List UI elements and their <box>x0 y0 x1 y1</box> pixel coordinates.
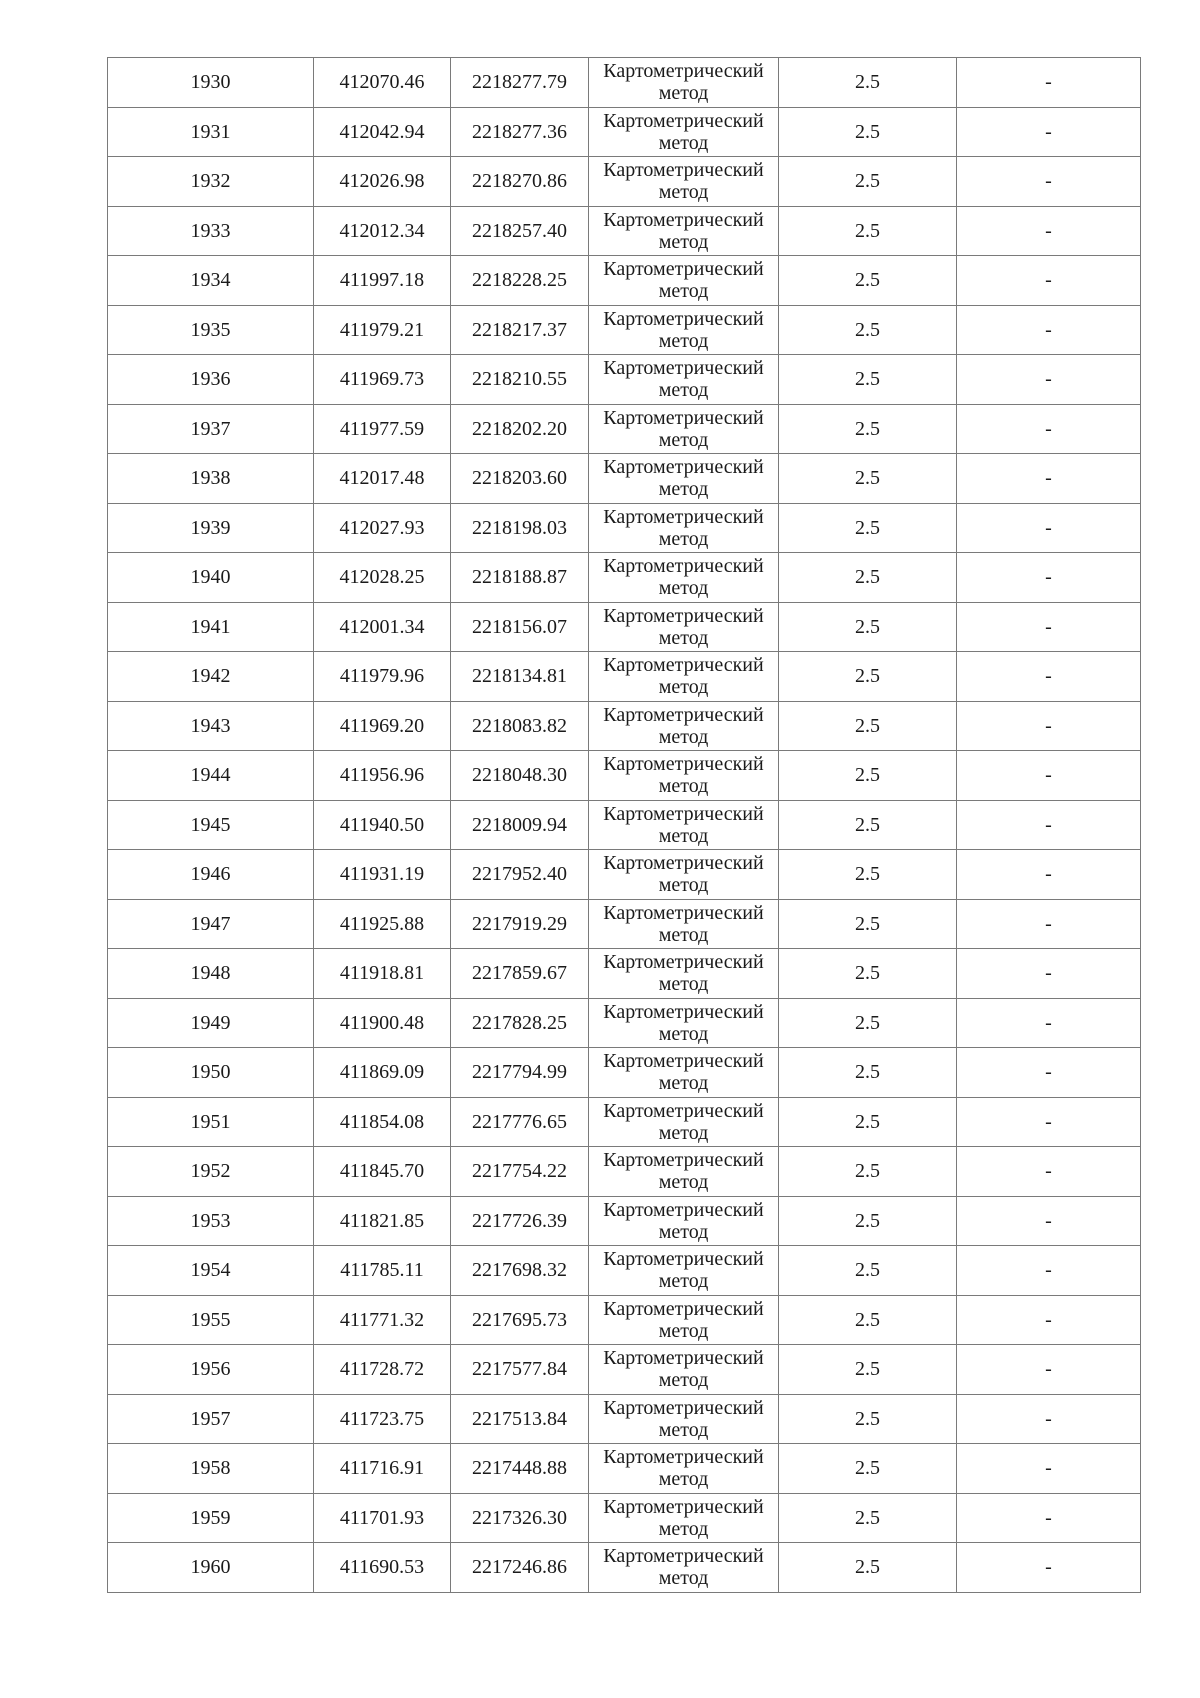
y-coordinate-cell: 2218203.60 <box>451 454 589 504</box>
x-coordinate-cell: 411931.19 <box>314 850 451 900</box>
note-cell: - <box>957 107 1141 157</box>
note-cell: - <box>957 652 1141 702</box>
table-row <box>108 1147 1141 1197</box>
table-row <box>108 1394 1141 1444</box>
note-cell: - <box>957 1345 1141 1395</box>
accuracy-cell: 2.5 <box>779 652 957 702</box>
y-coordinate-cell: 2218202.20 <box>451 404 589 454</box>
table-row <box>108 305 1141 355</box>
method-cell: Картометрический метод <box>589 1097 779 1147</box>
point-number-cell: 1930 <box>108 58 314 108</box>
note-cell: - <box>957 1196 1141 1246</box>
method-cell: Картометрический метод <box>589 206 779 256</box>
point-number-cell: 1945 <box>108 800 314 850</box>
point-number-cell: 1932 <box>108 157 314 207</box>
note-cell: - <box>957 454 1141 504</box>
y-coordinate-cell: 2218270.86 <box>451 157 589 207</box>
y-coordinate-cell: 2217695.73 <box>451 1295 589 1345</box>
x-coordinate-cell: 411716.91 <box>314 1444 451 1494</box>
y-coordinate-cell: 2217859.67 <box>451 949 589 999</box>
accuracy-cell: 2.5 <box>779 899 957 949</box>
accuracy-cell: 2.5 <box>779 1097 957 1147</box>
accuracy-cell: 2.5 <box>779 1543 957 1593</box>
note-cell: - <box>957 850 1141 900</box>
method-cell: Картометрический метод <box>589 305 779 355</box>
accuracy-cell: 2.5 <box>779 355 957 405</box>
point-number-cell: 1941 <box>108 602 314 652</box>
note-cell: - <box>957 256 1141 306</box>
note-cell: - <box>957 1543 1141 1593</box>
y-coordinate-cell: 2218198.03 <box>451 503 589 553</box>
point-number-cell: 1957 <box>108 1394 314 1444</box>
x-coordinate-cell: 411979.21 <box>314 305 451 355</box>
note-cell: - <box>957 998 1141 1048</box>
table-row <box>108 998 1141 1048</box>
method-cell: Картометрический метод <box>589 157 779 207</box>
method-cell: Картометрический метод <box>589 899 779 949</box>
table-row <box>108 751 1141 801</box>
y-coordinate-cell: 2218083.82 <box>451 701 589 751</box>
x-coordinate-cell: 412042.94 <box>314 107 451 157</box>
accuracy-cell: 2.5 <box>779 1394 957 1444</box>
y-coordinate-cell: 2217726.39 <box>451 1196 589 1246</box>
point-number-cell: 1939 <box>108 503 314 553</box>
x-coordinate-cell: 412012.34 <box>314 206 451 256</box>
y-coordinate-cell: 2217754.22 <box>451 1147 589 1197</box>
x-coordinate-cell: 411979.96 <box>314 652 451 702</box>
x-coordinate-cell: 411771.32 <box>314 1295 451 1345</box>
accuracy-cell: 2.5 <box>779 58 957 108</box>
x-coordinate-cell: 411940.50 <box>314 800 451 850</box>
table-row <box>108 850 1141 900</box>
table-row <box>108 58 1141 108</box>
y-coordinate-cell: 2218257.40 <box>451 206 589 256</box>
x-coordinate-cell: 411723.75 <box>314 1394 451 1444</box>
x-coordinate-cell: 411969.73 <box>314 355 451 405</box>
point-number-cell: 1947 <box>108 899 314 949</box>
note-cell: - <box>957 553 1141 603</box>
x-coordinate-cell: 411918.81 <box>314 949 451 999</box>
accuracy-cell: 2.5 <box>779 1295 957 1345</box>
x-coordinate-cell: 412001.34 <box>314 602 451 652</box>
note-cell: - <box>957 305 1141 355</box>
method-cell: Картометрический метод <box>589 1444 779 1494</box>
y-coordinate-cell: 2217952.40 <box>451 850 589 900</box>
method-cell: Картометрический метод <box>589 404 779 454</box>
method-cell: Картометрический метод <box>589 1147 779 1197</box>
point-number-cell: 1933 <box>108 206 314 256</box>
point-number-cell: 1954 <box>108 1246 314 1296</box>
x-coordinate-cell: 411701.93 <box>314 1493 451 1543</box>
table-row <box>108 800 1141 850</box>
method-cell: Картометрический метод <box>589 701 779 751</box>
x-coordinate-cell: 411690.53 <box>314 1543 451 1593</box>
y-coordinate-cell: 2217794.99 <box>451 1048 589 1098</box>
point-number-cell: 1934 <box>108 256 314 306</box>
note-cell: - <box>957 800 1141 850</box>
accuracy-cell: 2.5 <box>779 998 957 1048</box>
table-row <box>108 701 1141 751</box>
y-coordinate-cell: 2218210.55 <box>451 355 589 405</box>
table-row <box>108 949 1141 999</box>
table-row <box>108 107 1141 157</box>
method-cell: Картометрический метод <box>589 1246 779 1296</box>
table-row <box>108 1048 1141 1098</box>
y-coordinate-cell: 2218217.37 <box>451 305 589 355</box>
note-cell: - <box>957 1394 1141 1444</box>
y-coordinate-cell: 2218156.07 <box>451 602 589 652</box>
table-row <box>108 256 1141 306</box>
x-coordinate-cell: 411925.88 <box>314 899 451 949</box>
method-cell: Картометрический метод <box>589 1493 779 1543</box>
accuracy-cell: 2.5 <box>779 454 957 504</box>
table-row <box>108 454 1141 504</box>
table-row <box>108 1097 1141 1147</box>
method-cell: Картометрический метод <box>589 58 779 108</box>
method-cell: Картометрический метод <box>589 1196 779 1246</box>
x-coordinate-cell: 412017.48 <box>314 454 451 504</box>
y-coordinate-cell: 2217448.88 <box>451 1444 589 1494</box>
table-row <box>108 503 1141 553</box>
accuracy-cell: 2.5 <box>779 800 957 850</box>
table-row <box>108 1444 1141 1494</box>
point-number-cell: 1938 <box>108 454 314 504</box>
point-number-cell: 1959 <box>108 1493 314 1543</box>
x-coordinate-cell: 411728.72 <box>314 1345 451 1395</box>
point-number-cell: 1936 <box>108 355 314 405</box>
accuracy-cell: 2.5 <box>779 1345 957 1395</box>
table-row <box>108 404 1141 454</box>
table-row <box>108 355 1141 405</box>
method-cell: Картометрический метод <box>589 1543 779 1593</box>
method-cell: Картометрический метод <box>589 256 779 306</box>
method-cell: Картометрический метод <box>589 1048 779 1098</box>
accuracy-cell: 2.5 <box>779 305 957 355</box>
method-cell: Картометрический метод <box>589 751 779 801</box>
point-number-cell: 1931 <box>108 107 314 157</box>
point-number-cell: 1942 <box>108 652 314 702</box>
note-cell: - <box>957 206 1141 256</box>
method-cell: Картометрический метод <box>589 602 779 652</box>
y-coordinate-cell: 2217698.32 <box>451 1246 589 1296</box>
y-coordinate-cell: 2217577.84 <box>451 1345 589 1395</box>
note-cell: - <box>957 751 1141 801</box>
table-row <box>108 206 1141 256</box>
method-cell: Картометрический метод <box>589 1394 779 1444</box>
accuracy-cell: 2.5 <box>779 157 957 207</box>
accuracy-cell: 2.5 <box>779 850 957 900</box>
table-row <box>108 1246 1141 1296</box>
method-cell: Картометрический метод <box>589 454 779 504</box>
table-row <box>108 553 1141 603</box>
method-cell: Картометрический метод <box>589 850 779 900</box>
note-cell: - <box>957 1246 1141 1296</box>
point-number-cell: 1958 <box>108 1444 314 1494</box>
note-cell: - <box>957 1493 1141 1543</box>
accuracy-cell: 2.5 <box>779 1048 957 1098</box>
table-row <box>108 1295 1141 1345</box>
point-number-cell: 1951 <box>108 1097 314 1147</box>
y-coordinate-cell: 2218228.25 <box>451 256 589 306</box>
point-number-cell: 1949 <box>108 998 314 1048</box>
x-coordinate-cell: 412027.93 <box>314 503 451 553</box>
method-cell: Картометрический метод <box>589 652 779 702</box>
point-number-cell: 1950 <box>108 1048 314 1098</box>
method-cell: Картометрический метод <box>589 998 779 1048</box>
x-coordinate-cell: 412028.25 <box>314 553 451 603</box>
point-number-cell: 1948 <box>108 949 314 999</box>
table-row <box>108 157 1141 207</box>
accuracy-cell: 2.5 <box>779 553 957 603</box>
point-number-cell: 1956 <box>108 1345 314 1395</box>
y-coordinate-cell: 2218188.87 <box>451 553 589 603</box>
point-number-cell: 1943 <box>108 701 314 751</box>
accuracy-cell: 2.5 <box>779 602 957 652</box>
x-coordinate-cell: 411854.08 <box>314 1097 451 1147</box>
table-row <box>108 652 1141 702</box>
y-coordinate-cell: 2218277.79 <box>451 58 589 108</box>
point-number-cell: 1940 <box>108 553 314 603</box>
accuracy-cell: 2.5 <box>779 949 957 999</box>
coordinates-table-body <box>108 58 1141 1593</box>
note-cell: - <box>957 1097 1141 1147</box>
table-row <box>108 1345 1141 1395</box>
method-cell: Картометрический метод <box>589 949 779 999</box>
note-cell: - <box>957 701 1141 751</box>
point-number-cell: 1935 <box>108 305 314 355</box>
point-number-cell: 1960 <box>108 1543 314 1593</box>
note-cell: - <box>957 602 1141 652</box>
y-coordinate-cell: 2218009.94 <box>451 800 589 850</box>
point-number-cell: 1955 <box>108 1295 314 1345</box>
accuracy-cell: 2.5 <box>779 404 957 454</box>
note-cell: - <box>957 58 1141 108</box>
y-coordinate-cell: 2217513.84 <box>451 1394 589 1444</box>
x-coordinate-cell: 411900.48 <box>314 998 451 1048</box>
x-coordinate-cell: 411956.96 <box>314 751 451 801</box>
y-coordinate-cell: 2217246.86 <box>451 1543 589 1593</box>
method-cell: Картометрический метод <box>589 1345 779 1395</box>
note-cell: - <box>957 949 1141 999</box>
y-coordinate-cell: 2217919.29 <box>451 899 589 949</box>
point-number-cell: 1952 <box>108 1147 314 1197</box>
method-cell: Картометрический метод <box>589 553 779 603</box>
note-cell: - <box>957 157 1141 207</box>
method-cell: Картометрический метод <box>589 800 779 850</box>
point-number-cell: 1944 <box>108 751 314 801</box>
accuracy-cell: 2.5 <box>779 256 957 306</box>
note-cell: - <box>957 503 1141 553</box>
x-coordinate-cell: 411977.59 <box>314 404 451 454</box>
x-coordinate-cell: 411969.20 <box>314 701 451 751</box>
table-row <box>108 1196 1141 1246</box>
accuracy-cell: 2.5 <box>779 503 957 553</box>
x-coordinate-cell: 411785.11 <box>314 1246 451 1296</box>
note-cell: - <box>957 355 1141 405</box>
point-number-cell: 1953 <box>108 1196 314 1246</box>
accuracy-cell: 2.5 <box>779 701 957 751</box>
note-cell: - <box>957 899 1141 949</box>
y-coordinate-cell: 2217776.65 <box>451 1097 589 1147</box>
note-cell: - <box>957 1444 1141 1494</box>
y-coordinate-cell: 2217326.30 <box>451 1493 589 1543</box>
coordinates-table <box>107 57 1141 1593</box>
x-coordinate-cell: 412026.98 <box>314 157 451 207</box>
x-coordinate-cell: 411869.09 <box>314 1048 451 1098</box>
x-coordinate-cell: 411845.70 <box>314 1147 451 1197</box>
method-cell: Картометрический метод <box>589 1295 779 1345</box>
y-coordinate-cell: 2217828.25 <box>451 998 589 1048</box>
note-cell: - <box>957 1147 1141 1197</box>
y-coordinate-cell: 2218048.30 <box>451 751 589 801</box>
x-coordinate-cell: 411997.18 <box>314 256 451 306</box>
accuracy-cell: 2.5 <box>779 107 957 157</box>
x-coordinate-cell: 411821.85 <box>314 1196 451 1246</box>
table-row <box>108 899 1141 949</box>
note-cell: - <box>957 404 1141 454</box>
x-coordinate-cell: 412070.46 <box>314 58 451 108</box>
method-cell: Картометрический метод <box>589 503 779 553</box>
point-number-cell: 1946 <box>108 850 314 900</box>
note-cell: - <box>957 1048 1141 1098</box>
method-cell: Картометрический метод <box>589 355 779 405</box>
accuracy-cell: 2.5 <box>779 751 957 801</box>
accuracy-cell: 2.5 <box>779 1246 957 1296</box>
point-number-cell: 1937 <box>108 404 314 454</box>
method-cell: Картометрический метод <box>589 107 779 157</box>
note-cell: - <box>957 1295 1141 1345</box>
table-row <box>108 602 1141 652</box>
table-row <box>108 1493 1141 1543</box>
accuracy-cell: 2.5 <box>779 1444 957 1494</box>
accuracy-cell: 2.5 <box>779 206 957 256</box>
accuracy-cell: 2.5 <box>779 1147 957 1197</box>
accuracy-cell: 2.5 <box>779 1196 957 1246</box>
y-coordinate-cell: 2218277.36 <box>451 107 589 157</box>
y-coordinate-cell: 2218134.81 <box>451 652 589 702</box>
accuracy-cell: 2.5 <box>779 1493 957 1543</box>
table-row <box>108 1543 1141 1593</box>
